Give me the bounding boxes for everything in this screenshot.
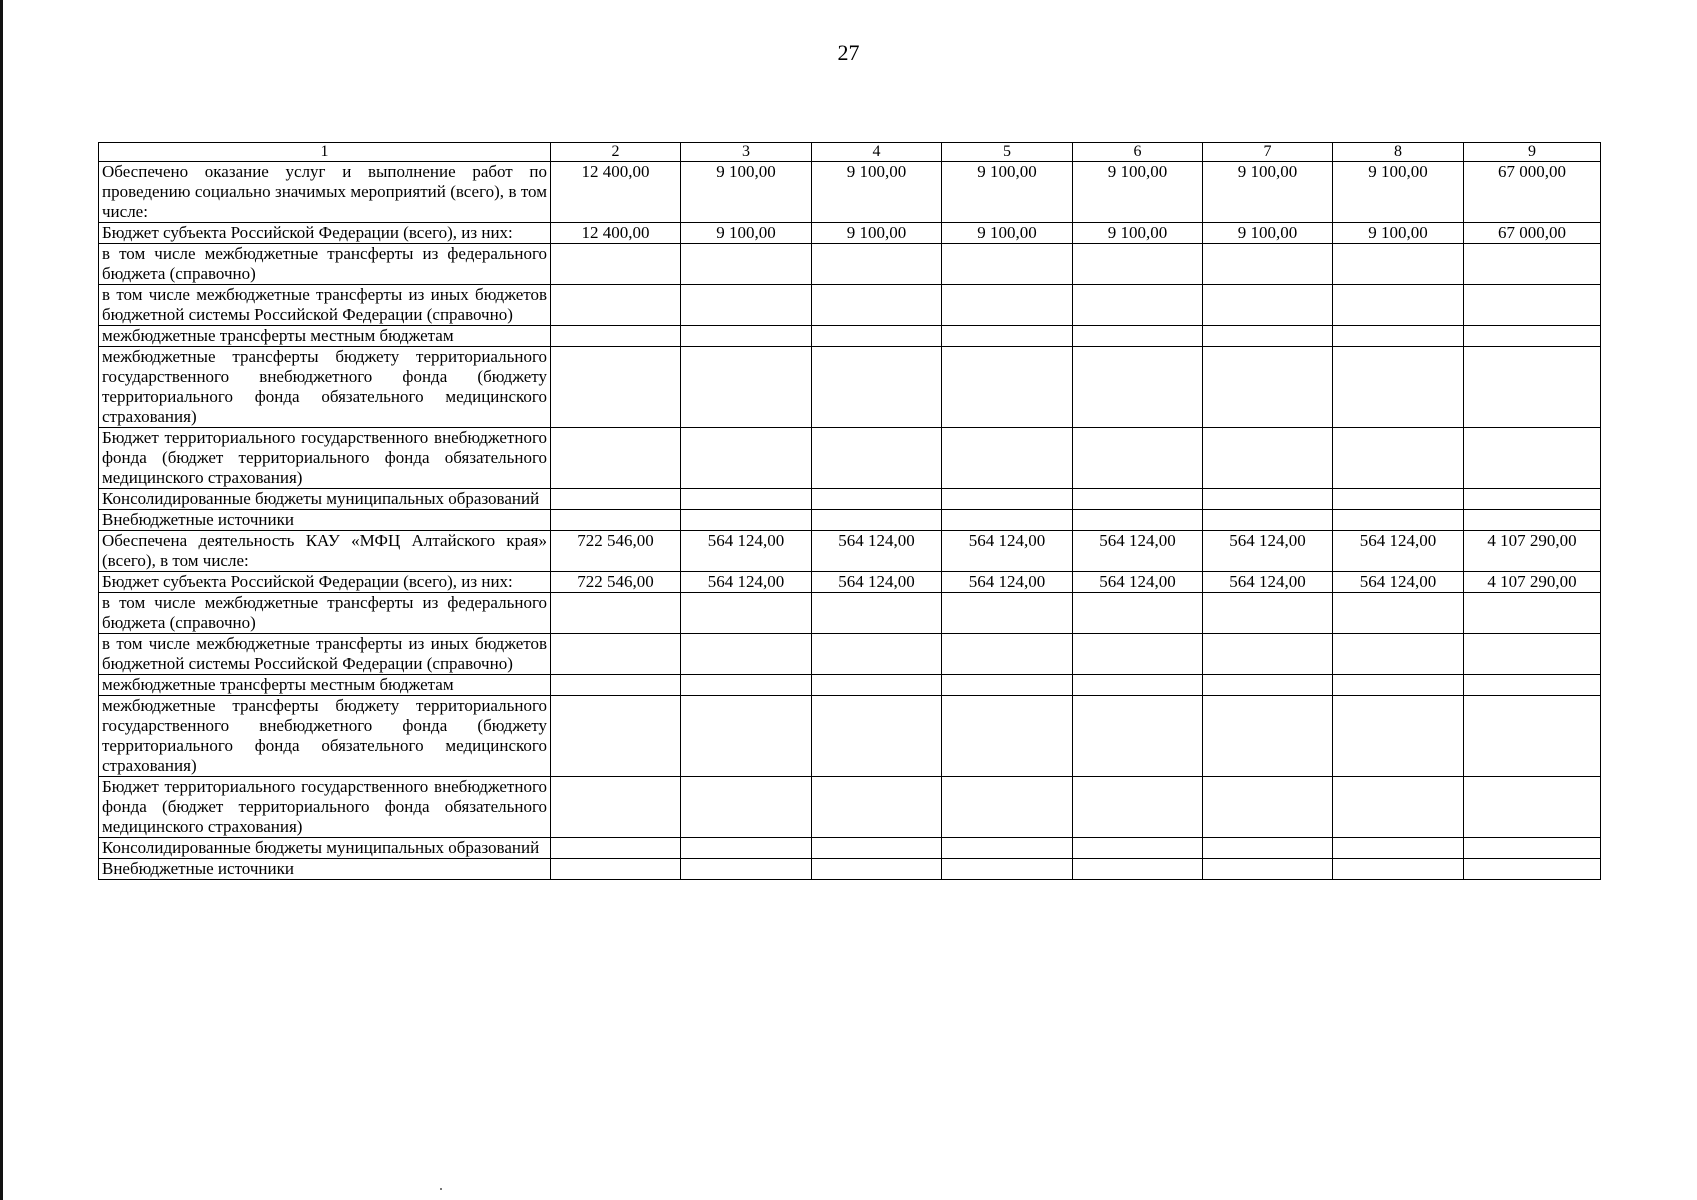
value-cell — [1203, 285, 1333, 326]
row-label: в том числе межбюджетные трансферты из федерального бюджета (справочно) — [99, 244, 551, 285]
value-cell — [551, 510, 681, 531]
table-row — [99, 285, 1601, 326]
scan-speck — [440, 1188, 442, 1190]
value-cell: 564 124,00 — [1333, 531, 1464, 572]
row-label: межбюджетные трансферты бюджету территориального государственного внебюджетного фонда (бюджету территориального фонда обязательного медицинского страхования) — [99, 347, 551, 428]
table-row — [99, 510, 1601, 531]
value-cell — [942, 675, 1073, 696]
value-cell: 67 000,00 — [1464, 223, 1601, 244]
value-cell — [1333, 285, 1464, 326]
value-cell: 9 100,00 — [1333, 223, 1464, 244]
value-cell — [681, 777, 812, 838]
value-cell: 564 124,00 — [942, 572, 1073, 593]
table-row — [99, 326, 1601, 347]
value-cell — [1203, 777, 1333, 838]
value-cell — [1203, 244, 1333, 285]
value-cell: 4 107 290,00 — [1464, 531, 1601, 572]
table-row — [99, 634, 1601, 675]
value-cell — [1073, 489, 1203, 510]
value-cell — [1333, 859, 1464, 880]
value-cell — [942, 428, 1073, 489]
column-number: 2 — [551, 143, 681, 162]
value-cell — [681, 510, 812, 531]
value-cell — [681, 326, 812, 347]
column-number: 7 — [1203, 143, 1333, 162]
value-cell — [1464, 285, 1601, 326]
value-cell — [1073, 510, 1203, 531]
value-cell — [812, 285, 942, 326]
value-cell — [812, 593, 942, 634]
value-cell: 9 100,00 — [942, 223, 1073, 244]
row-label: Бюджет субъекта Российской Федерации (всего), из них: — [99, 223, 551, 244]
value-cell — [551, 326, 681, 347]
row-label: межбюджетные трансферты бюджету территориального государственного внебюджетного фонда (бюджету территориального фонда обязательного медицинского страхования) — [99, 696, 551, 777]
value-cell — [551, 777, 681, 838]
column-number: 3 — [681, 143, 812, 162]
value-cell — [681, 244, 812, 285]
row-label: в том числе межбюджетные трансферты из иных бюджетов бюджетной системы Российской Федерации (справочно) — [99, 634, 551, 675]
value-cell — [1073, 634, 1203, 675]
value-cell — [942, 696, 1073, 777]
table-row — [99, 162, 1601, 223]
value-cell — [1073, 777, 1203, 838]
column-number: 9 — [1464, 143, 1601, 162]
value-cell — [1333, 428, 1464, 489]
value-cell — [1333, 696, 1464, 777]
budget-table — [98, 142, 1601, 880]
value-cell — [1203, 696, 1333, 777]
value-cell — [1073, 428, 1203, 489]
table-row — [99, 696, 1601, 777]
value-cell — [551, 285, 681, 326]
value-cell — [1333, 489, 1464, 510]
value-cell — [812, 675, 942, 696]
value-cell — [1073, 593, 1203, 634]
value-cell — [681, 428, 812, 489]
value-cell — [1333, 510, 1464, 531]
value-cell — [1464, 510, 1601, 531]
value-cell — [812, 244, 942, 285]
value-cell — [551, 634, 681, 675]
value-cell — [942, 777, 1073, 838]
value-cell — [942, 489, 1073, 510]
value-cell — [812, 696, 942, 777]
value-cell: 9 100,00 — [1333, 162, 1464, 223]
column-number: 1 — [99, 143, 551, 162]
value-cell: 9 100,00 — [1203, 162, 1333, 223]
value-cell — [1333, 326, 1464, 347]
table-row — [99, 675, 1601, 696]
value-cell — [1073, 859, 1203, 880]
value-cell — [681, 489, 812, 510]
value-cell — [1073, 838, 1203, 859]
scan-edge — [0, 0, 3, 1200]
table-row — [99, 593, 1601, 634]
value-cell: 722 546,00 — [551, 572, 681, 593]
value-cell — [1333, 244, 1464, 285]
value-cell — [1073, 285, 1203, 326]
value-cell: 564 124,00 — [1203, 531, 1333, 572]
value-cell — [1203, 489, 1333, 510]
column-number-row — [99, 143, 1601, 162]
value-cell — [1333, 838, 1464, 859]
value-cell — [551, 675, 681, 696]
value-cell — [551, 859, 681, 880]
value-cell — [551, 489, 681, 510]
value-cell — [681, 634, 812, 675]
value-cell — [681, 696, 812, 777]
value-cell — [1333, 347, 1464, 428]
value-cell — [1203, 859, 1333, 880]
value-cell — [942, 285, 1073, 326]
value-cell — [1333, 777, 1464, 838]
value-cell — [942, 347, 1073, 428]
value-cell — [681, 838, 812, 859]
row-label: в том числе межбюджетные трансферты из иных бюджетов бюджетной системы Российской Федерации (справочно) — [99, 285, 551, 326]
value-cell — [1464, 675, 1601, 696]
value-cell — [1464, 326, 1601, 347]
column-number: 4 — [812, 143, 942, 162]
value-cell — [1073, 675, 1203, 696]
value-cell — [551, 838, 681, 859]
value-cell — [942, 326, 1073, 347]
value-cell — [812, 634, 942, 675]
table-row — [99, 859, 1601, 880]
row-label: Внебюджетные источники — [99, 510, 551, 531]
value-cell — [942, 859, 1073, 880]
table-row — [99, 428, 1601, 489]
value-cell — [1203, 428, 1333, 489]
value-cell — [812, 326, 942, 347]
value-cell — [942, 838, 1073, 859]
value-cell — [1464, 634, 1601, 675]
value-cell — [681, 859, 812, 880]
value-cell — [812, 859, 942, 880]
value-cell — [1464, 428, 1601, 489]
column-number: 6 — [1073, 143, 1203, 162]
value-cell — [681, 347, 812, 428]
table-row — [99, 838, 1601, 859]
table-row — [99, 489, 1601, 510]
value-cell — [1203, 510, 1333, 531]
value-cell: 564 124,00 — [1073, 531, 1203, 572]
value-cell — [812, 489, 942, 510]
value-cell: 564 124,00 — [681, 531, 812, 572]
value-cell — [812, 777, 942, 838]
value-cell — [942, 593, 1073, 634]
row-label: Консолидированные бюджеты муниципальных образований — [99, 838, 551, 859]
value-cell: 564 124,00 — [681, 572, 812, 593]
value-cell: 564 124,00 — [1333, 572, 1464, 593]
value-cell — [681, 675, 812, 696]
value-cell — [1203, 634, 1333, 675]
value-cell: 9 100,00 — [681, 162, 812, 223]
value-cell: 564 124,00 — [1203, 572, 1333, 593]
value-cell: 9 100,00 — [1073, 162, 1203, 223]
column-number: 8 — [1333, 143, 1464, 162]
column-number: 5 — [942, 143, 1073, 162]
value-cell — [1464, 489, 1601, 510]
value-cell — [812, 510, 942, 531]
value-cell: 564 124,00 — [1073, 572, 1203, 593]
table-row — [99, 223, 1601, 244]
value-cell — [1073, 326, 1203, 347]
value-cell: 12 400,00 — [551, 223, 681, 244]
value-cell — [1073, 244, 1203, 285]
table-row — [99, 347, 1601, 428]
value-cell: 9 100,00 — [1073, 223, 1203, 244]
value-cell — [1464, 859, 1601, 880]
value-cell — [1073, 696, 1203, 777]
row-label: Обеспечено оказание услуг и выполнение работ по проведению социально значимых мероприятий (всего), в том числе: — [99, 162, 551, 223]
table-row — [99, 531, 1601, 572]
value-cell — [1464, 838, 1601, 859]
value-cell — [1203, 593, 1333, 634]
row-label: Бюджет территориального государственного внебюджетного фонда (бюджет территориального фонда обязательного медицинского страхования) — [99, 428, 551, 489]
value-cell — [551, 593, 681, 634]
table-row — [99, 572, 1601, 593]
value-cell — [681, 285, 812, 326]
value-cell — [1203, 675, 1333, 696]
value-cell — [1464, 244, 1601, 285]
value-cell — [1464, 593, 1601, 634]
row-label: Внебюджетные источники — [99, 859, 551, 880]
value-cell — [812, 428, 942, 489]
row-label: Бюджет субъекта Российской Федерации (всего), из них: — [99, 572, 551, 593]
value-cell — [812, 838, 942, 859]
table-row — [99, 244, 1601, 285]
row-label: Консолидированные бюджеты муниципальных образований — [99, 489, 551, 510]
value-cell: 564 124,00 — [942, 531, 1073, 572]
value-cell: 9 100,00 — [1203, 223, 1333, 244]
value-cell — [1333, 634, 1464, 675]
value-cell: 722 546,00 — [551, 531, 681, 572]
value-cell — [1333, 593, 1464, 634]
value-cell — [1203, 838, 1333, 859]
value-cell — [1464, 347, 1601, 428]
value-cell: 9 100,00 — [812, 162, 942, 223]
value-cell — [942, 634, 1073, 675]
value-cell — [551, 244, 681, 285]
value-cell: 67 000,00 — [1464, 162, 1601, 223]
value-cell — [812, 347, 942, 428]
row-label: Бюджет территориального государственного внебюджетного фонда (бюджет территориального фонда обязательного медицинского страхования) — [99, 777, 551, 838]
value-cell — [551, 428, 681, 489]
value-cell — [551, 696, 681, 777]
value-cell — [551, 347, 681, 428]
value-cell: 9 100,00 — [942, 162, 1073, 223]
value-cell — [1203, 326, 1333, 347]
row-label: в том числе межбюджетные трансферты из федерального бюджета (справочно) — [99, 593, 551, 634]
value-cell — [1464, 777, 1601, 838]
value-cell: 564 124,00 — [812, 531, 942, 572]
value-cell — [1464, 696, 1601, 777]
table-row — [99, 777, 1601, 838]
value-cell — [1073, 347, 1203, 428]
page-number: 27 — [837, 40, 860, 65]
value-cell: 9 100,00 — [812, 223, 942, 244]
value-cell — [1333, 675, 1464, 696]
row-label: Обеспечена деятельность КАУ «МФЦ Алтайского края» (всего), в том числе: — [99, 531, 551, 572]
value-cell: 9 100,00 — [681, 223, 812, 244]
value-cell — [681, 593, 812, 634]
row-label: межбюджетные трансферты местным бюджетам — [99, 326, 551, 347]
row-label: межбюджетные трансферты местным бюджетам — [99, 675, 551, 696]
value-cell — [1203, 347, 1333, 428]
value-cell: 12 400,00 — [551, 162, 681, 223]
value-cell: 4 107 290,00 — [1464, 572, 1601, 593]
value-cell — [942, 510, 1073, 531]
value-cell: 564 124,00 — [812, 572, 942, 593]
value-cell — [942, 244, 1073, 285]
